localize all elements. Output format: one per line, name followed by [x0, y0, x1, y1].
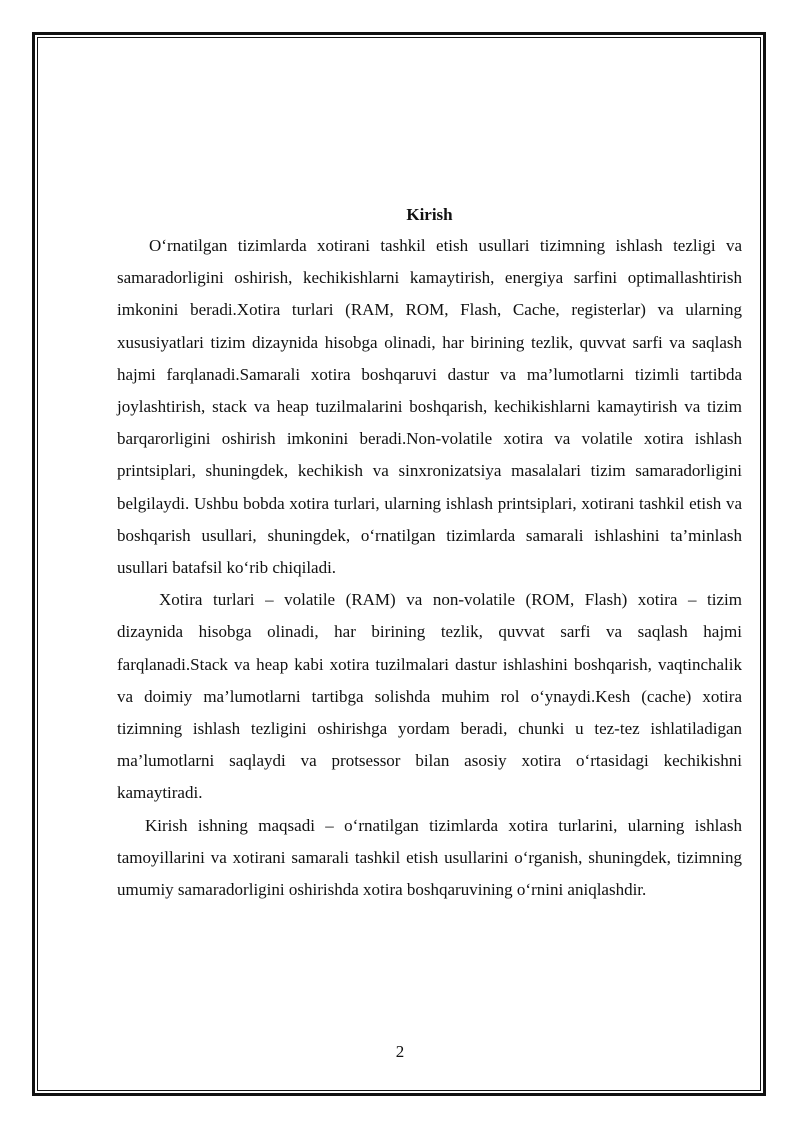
paragraph-1: O‘rnatilgan tizimlarda xotirani tashkil etish usullari tizimning ishlash tezligi va samaradorligini oshirish, kechikishlarni kamaytirish, energiya sarfini optimallashtirish imkonini beradi.Xotira turlari (RAM, ROM, Flash, Cache, registerlar) va ularning xususiyatlari tizim dizaynida hisobga olinadi, har birining tezlik, quvvat sarfi va saqlash hajmi farqlanadi.Samarali xotira boshqaruvi dastur va ma’lumotlarni tizimli tartibda joylashtirish, stack va heap tuzilmalarini boshqarish, kechikishlarni kamaytirish va tizim barqarorligini oshirish imkonini beradi.Non-volatile xotira va volatile xotira ishlash printsiplari, shuningdek, kechikish va sinxronizatsiya masalalari tizim samaradorligini belgilaydi. Ushbu bobda xotira turlari, ularning ishlash printsiplari, xotirani tashkil etish va boshqarish usullari, shuningdek, o‘rnatilgan tizimlarda samarali ishlashini ta’minlash usullari batafsil ko‘rib chiqiladi.: [117, 236, 742, 578]
paragraph-2: Xotira turlari – volatile (RAM) va non-volatile (ROM, Flash) xotira – tizim dizaynida hisobga olinadi, har birining tezlik, quvvat sarfi va saqlash hajmi farqlanadi.Stack va heap kabi xotira tuzilmalari dastur ishlashini boshqarish, vaqtinchalik va doimiy ma’lumotlarni tartibga solishda muhim rol o‘ynaydi.Kesh (cache) xotira tizimning ishlash tezligini oshirishga yordam beradi, chunki u tez-tez ishlatiladigan ma’lumotlarni saqlaydi va protsessor bilan asosiy xotira o‘rtasidagi kechikishni kamaytiradi.: [117, 590, 742, 803]
page-number: 2: [395, 1042, 405, 1061]
section-title: Kirish: [406, 205, 453, 224]
paragraph-3: Kirish ishning maqsadi – o‘rnatilgan tizimlarda xotira turlarini, ularning ishlash tamoyillarini va xotirani samarali tashkil etish usullarini o‘rganish, shuningdek, tizimning umumiy samaradorligini oshirishda xotira boshqaruvining o‘rnini aniqlashdir.: [117, 815, 742, 900]
document-body: [117, 204, 742, 906]
